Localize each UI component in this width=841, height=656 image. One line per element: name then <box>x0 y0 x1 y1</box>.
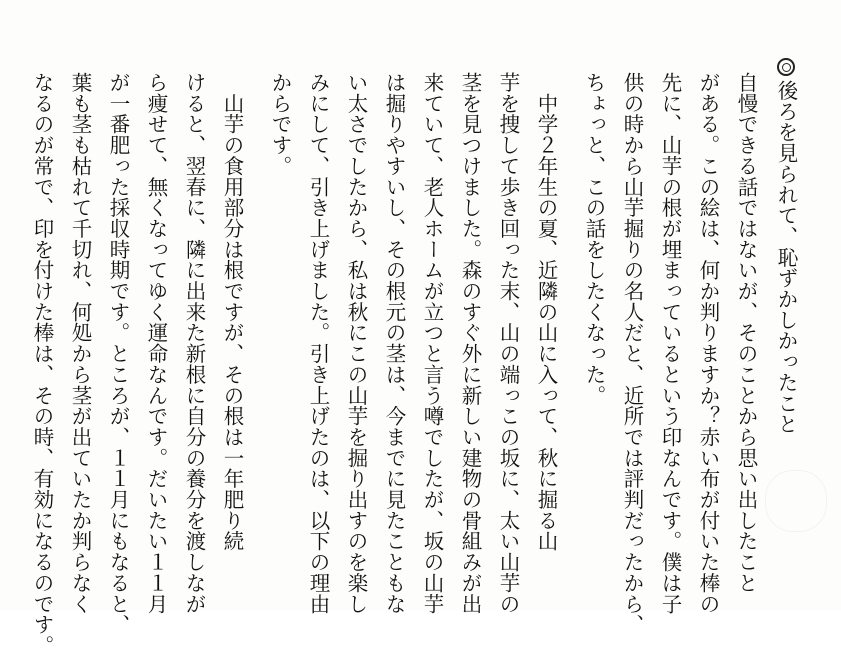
text-column-10: は掘りやすいし、その根元の茎は、今までに見たこともな <box>382 72 406 615</box>
text-column-11: い太さでしたから、私は秋にこの山芋を掘り出すのを楽し <box>344 72 368 615</box>
essay-title <box>772 58 800 434</box>
text-column-12: みにして、引き上げました。引き上げたのは、以下の理由 <box>306 72 330 615</box>
text-column-4: 供の時から山芋掘りの名人だと、近所では評判だったから、 <box>620 72 644 635</box>
text-column-7: 芋を捜して歩き回った末、山の端っこの坂に、太い山芋の <box>496 72 520 615</box>
text-column-1: 自慢できる話ではないが、そのことから思い出したこと <box>734 72 758 594</box>
text-column-13: からです。 <box>268 72 292 177</box>
faint-watermark-icon <box>765 470 827 532</box>
text-column-15: けると、翌春に、隣に出来た新根に自分の養分を渡しなが <box>182 72 206 615</box>
ring-bullet-icon <box>777 58 795 76</box>
text-column-8: 茎を見つけました。森のすぐ外に新しい建物の骨組みが出 <box>458 72 482 615</box>
text-column-16: ら痩せて、無くなってゆく運命なんです。だいたい１１月 <box>144 72 168 615</box>
text-column-19: なるのが常で、印を付けた棒は、その時、有効になるのです。 <box>30 72 54 656</box>
text-column-17: が一番肥った採収時期です。ところが、１１月にもなると、 <box>106 72 130 635</box>
text-column-5: ちょっと、この話をしたくなった。 <box>582 72 606 406</box>
text-column-2: がある。この絵は、何か判りますか？赤い布が付いた棒の <box>696 72 720 615</box>
text-column-14: 山芋の食用部分は根ですが、その根は一年肥り続 <box>220 72 244 552</box>
essay-title-text: 後ろを見られて、恥ずかしかったこと <box>774 80 798 435</box>
text-column-9: 来ていて、老人ホームが立つと言う噂でしたが、坂の山芋 <box>420 72 444 615</box>
text-column-3: 先に、山芋の根が埋まっているという印なんです。僕は子 <box>658 72 682 615</box>
text-column-18: 葉も茎も枯れて千切れ、何処から茎が出ていたか判らなく <box>68 72 92 615</box>
text-column-6: 中学２年生の夏、近隣の山に入って、秋に掘る山 <box>534 72 558 552</box>
